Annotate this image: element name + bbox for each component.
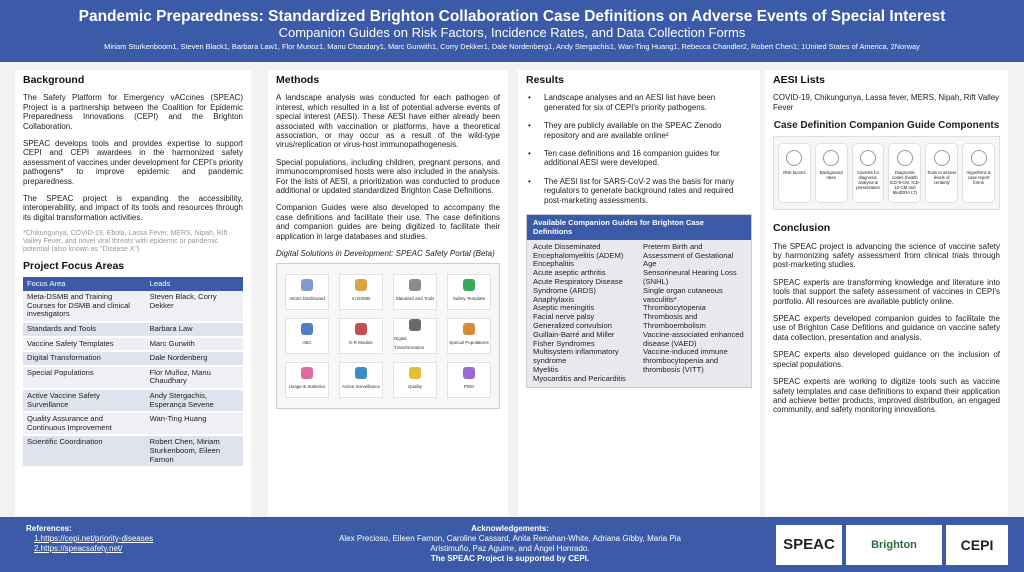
focus-col-area: Focus Area: [23, 277, 146, 292]
column-background: [15, 70, 251, 516]
focus-col-leads: Leads: [146, 277, 243, 292]
component-label: Caveats for diagnosis, analysis & presentation: [856, 170, 880, 191]
focus-leads-cell: Wan-Ting Huang: [146, 412, 243, 435]
focus-leads-cell: Dale Nordenberg: [146, 351, 243, 366]
focus-area-cell: Vaccine Safety Templates: [23, 337, 146, 352]
focus-area-cell: Scientific Coordination: [23, 435, 146, 467]
focus-area-cell: Special Populations: [23, 366, 146, 389]
portal-tile-icon: [463, 367, 475, 379]
portal-tile[interactable]: [339, 362, 383, 398]
focus-row: [23, 351, 243, 366]
portal-tile[interactable]: [285, 318, 329, 354]
companion-guides-right: Preterm Birth and Assessment of Gestational Age Sensorineural Hearing Loss (SNHL) Single organ cutaneous vasculitis* Thrombocytopenia Thrombosis and Thromboembolism Vaccine-associated enhanced disease (VAED) Vaccine-induced immune thrombocytopenia and thrombosis (VITT): [643, 241, 744, 375]
focus-leads-cell: Robert Chen, Miriam Sturkenboom, Eileen Farnon: [146, 435, 243, 467]
component-icon: [823, 150, 839, 166]
focus-leads-cell: Barbara Law: [146, 322, 243, 337]
pathogen-footnote: *Chikungunya, COVID-19, Ebola, Lassa Fever, MERS, Nipah, Rift Valley Fever, and novel viral threats with epidemic or pandemic potential (also known as "Disease X"): [23, 230, 228, 254]
component-label: Background rates: [819, 170, 843, 181]
companion-guides-box: [526, 214, 752, 388]
focus-table: [23, 277, 243, 469]
component-label: Diagnostic codes (health ICD-9-CM, ICD-10-CM and MedDRA LT): [889, 170, 921, 196]
cepi-logo: CEPI: [946, 525, 1008, 565]
focus-row: [23, 389, 243, 412]
focus-area-cell: Quality Assurance and Continuous Improvement: [23, 412, 146, 435]
component-icon: [860, 150, 876, 166]
companion-guides-heading: Available Companion Guides for Brighton Case Definitions: [527, 215, 751, 240]
conclusion-p1: The SPEAC project is advancing the science of vaccine safety by harmonizing safety assessment from clinical trials through post-marketing studies.: [773, 241, 1000, 270]
conclusion-heading: Conclusion: [773, 222, 831, 235]
component-card: [962, 143, 995, 203]
speac-logo: SPEAC: [776, 525, 842, 565]
conclusion-p4: SPEAC experts also developed guidance on the inclusion of special populations.: [773, 350, 1000, 369]
references-heading: References:: [26, 524, 72, 533]
brighton-logo: Brighton: [846, 525, 942, 565]
results-bullet: • Landscape analyses and an AESI list have been generated for six of CEPI's priority pathogens.: [526, 93, 752, 112]
component-icon: [897, 150, 913, 166]
poster-header: [0, 0, 1024, 62]
focus-area-cell: Active Vaccine Safety Surveillance: [23, 389, 146, 412]
poster-body: [0, 62, 1024, 517]
portal-tile-icon: [355, 323, 367, 335]
component-label: Tools to assess levels of certainty: [927, 170, 957, 186]
reference-link-1[interactable]: 1.https://cepi.net/priority-diseases: [34, 534, 154, 543]
poster-title: Pandemic Preparedness: Standardized Brighton Collaboration Case Definitions on Adverse Events of Special Interest: [78, 8, 946, 25]
component-icon: [786, 150, 802, 166]
component-icon: [971, 150, 987, 166]
portal-tile-label: m-DSMB: [351, 296, 371, 302]
poster-footer: [0, 517, 1024, 572]
component-card: [888, 143, 921, 203]
results-bullet: • They are publicly available on the SPEAC Zenodo repository and are available online²: [526, 121, 752, 140]
portal-tile-icon: [409, 319, 421, 331]
portal-tile-icon: [355, 279, 367, 291]
component-icon: [934, 150, 950, 166]
references: [26, 524, 153, 554]
components-heading: Case Definition Companion Guide Components: [773, 120, 1000, 132]
acknowledgements: [320, 524, 700, 564]
component-label: Algorithms & case report forms: [966, 170, 991, 186]
portal-tile-label: Standard and Tools: [395, 296, 435, 302]
component-card: [778, 143, 811, 203]
focus-row: [23, 412, 243, 435]
portal-tile-label: E-R Module: [349, 340, 373, 346]
author-list: Miriam Sturkenboom1, Steven Black1, Barbara Law1, Flor Munoz1, Manu Chaudary1, Marc Gurwith1, Corry Dekker1, Dale Nordenberg1, Andy Stergachis1, Wan-Ting Huang1, Rebecca Chandler2, Robert Chen1; 1United States of America, 2Norway: [104, 42, 920, 51]
focus-leads-cell: Steven Black, Corry Dekker: [146, 291, 243, 322]
background-p1: The Safety Platform for Emergency vACcines (SPEAC) Project is a partnership between the Coalition for Epidemic Preparedness Innovations (CEPI) and the Brighton Collaboration.: [23, 93, 243, 131]
column-methods: [268, 70, 508, 516]
background-p2: SPEAC develops tools and provides expertise to support CEPI and CEPI awardees in the harmonized safety assessment of vaccines under development for CEPI's priority pathogens* to improve epidemic and pandemic preparedness.: [23, 139, 243, 186]
background-heading: Background: [23, 74, 85, 86]
portal-tile-label: Safety Template: [452, 296, 486, 302]
portal-tile[interactable]: [339, 318, 383, 354]
portal-tile[interactable]: [393, 362, 437, 398]
component-card: [852, 143, 885, 203]
portal-tile[interactable]: [285, 274, 329, 310]
portal-tile-label: Usage & Statistics: [288, 384, 326, 390]
portal-tile[interactable]: [285, 362, 329, 398]
portal-tile[interactable]: [393, 318, 437, 354]
methods-p1: A landscape analysis was conducted for each pathogen of interest, which resulted in a list of potential adverse events of special interest (AESI). These AESI have either already been associated with vaccination or platforms, have a theoretical association, or may occur as a result of the wild-type virus/replication or virus-host immunopathogenesis.: [276, 93, 500, 150]
conclusion-p2: SPEAC experts are transforming knowledge and literature into tools that support the safety assessment of vaccines in CEPI's portfolio. All resources are available publicly online.: [773, 277, 1000, 306]
methods-heading: Methods: [276, 74, 320, 86]
portal-tile-label: Digital Transformation: [394, 335, 425, 350]
focus-area-cell: Standards and Tools: [23, 322, 146, 337]
companion-guides-left: Acute Disseminated Encephalomyelitis (ADEM) Encephalitis Acute aseptic arthritis Acute Respiratory Disease Syndrome (ARDS) Anaphylaxis Aseptic meningitis Facial nerve palsy Generalized convulsion Guillain-Barré and Miller Fisher Syndromes Multisystem inflammatory syndrome Myelitis Myocarditis and Pericarditis: [533, 241, 626, 383]
portal-tile-label: Special Populations: [449, 340, 489, 346]
aesi-text: COVID-19, Chikungunya, Lassa fever, MERS, Nipah, Rift Valley Fever: [773, 93, 1000, 112]
focus-leads-cell: Andy Stergachis, Esperança Sevene: [146, 389, 243, 412]
portal-tile[interactable]: [447, 362, 491, 398]
focus-area-cell: Digital Transformation: [23, 351, 146, 366]
logo-strip: [776, 525, 1008, 565]
component-card: [815, 143, 848, 203]
portal-tile-label: AESIs Dashboard: [289, 296, 325, 302]
portal-tile-icon: [409, 367, 421, 379]
background-p3: The SPEAC project is expanding the accessibility, interoperability, and impact of its tools and resources through its digital transformation activities.: [23, 194, 243, 222]
component-label: Risk factors: [783, 170, 806, 176]
ack-heading: Acknowledgements:: [471, 524, 549, 533]
portal-tile[interactable]: [447, 318, 491, 354]
focus-row: [23, 366, 243, 389]
poster-subtitle: Companion Guides on Risk Factors, Incidence Rates, and Data Collection Forms: [278, 25, 746, 40]
components-graphic: [773, 136, 1000, 210]
ack-text: Alex Precioso, Eileen Farnon, Caroline Cassard, Anita Renahan-White, Adriana Gibby, Maria Pia Aristimuño, Paz Aguirre, and Ángel Honrado.: [339, 534, 681, 553]
results-list: [526, 93, 752, 205]
focus-leads-cell: Marc Gurwith: [146, 337, 243, 352]
column-results: [518, 70, 760, 516]
focus-heading: Project Focus Areas: [23, 260, 125, 273]
focus-table-body: [23, 291, 243, 467]
focus-row: [23, 291, 243, 322]
portal-tile-label: PMO: [463, 384, 475, 390]
column-aesi-conclusion: [765, 70, 1008, 516]
portal-tile-icon: [409, 279, 421, 291]
portal-tile-icon: [301, 367, 313, 379]
focus-row: [23, 435, 243, 467]
focus-leads-cell: Flor Muñoz, Manu Chaudhary: [146, 366, 243, 389]
focus-row: [23, 337, 243, 352]
results-bullet: • Ten case definitions and 16 companion guides for additional AESI were developed.: [526, 149, 752, 168]
portal-tile-icon: [463, 323, 475, 335]
portal-tile-label: Quality: [407, 384, 422, 390]
component-card: [925, 143, 958, 203]
portal-tile-icon: [301, 323, 313, 335]
portal-tile[interactable]: [447, 274, 491, 310]
reference-link-2[interactable]: 2.https://speacsafety.net/: [34, 544, 123, 553]
conclusion-p5: SPEAC experts are working to digitize tools such as vaccine safety templates and case definitions to expand their application and achieve better products, improved distribution, an engaged community, and safety monitoring innovations.: [773, 377, 1000, 415]
focus-row: [23, 322, 243, 337]
support-statement: The SPEAC Project is supported by CEPI.: [430, 554, 590, 563]
portal-caption: Digital Solutions in Development: SPEAC Safety Portal (Beta): [276, 249, 495, 259]
methods-p2: Special populations, including children, pregnant persons, and immunocompromised hosts were also included in the analysis. For the lists of AESI, a prioritization was conducted to produce additional or updated standardized Brighton Case Definitions.: [276, 157, 500, 196]
aesi-heading: AESI Lists: [773, 74, 825, 86]
methods-p3: Companion Guides were also developed to accompany the case definitions and facilitate their use. The case definitions and companion guides are being digitized to facilitate their application in large databases and studies.: [276, 203, 500, 241]
conclusion-p3: SPEAC experts developed companion guides to facilitate the use of Brighton Case Defitions and guidance on vaccine safety data collection, presentation and analysis.: [773, 314, 1000, 342]
results-bullet: • The AESI list for SARS-CoV-2 was the basis for many regulators to generate background rates and required post-marketing assessments.: [526, 177, 752, 205]
focus-area-cell: Meta-DSMB and Training Courses for DSMB and clinical investigators: [23, 291, 146, 322]
portal-tile-icon: [463, 279, 475, 291]
portal-tile-label: ABC: [302, 340, 312, 346]
portal-tile-label: Active Surveillance: [341, 384, 381, 390]
safety-portal-screenshot: [276, 263, 500, 409]
portal-tile[interactable]: [393, 274, 437, 310]
results-heading: Results: [526, 74, 564, 86]
portal-tile-icon: [355, 367, 367, 379]
portal-tile-icon: [301, 279, 313, 291]
portal-tile[interactable]: [339, 274, 383, 310]
